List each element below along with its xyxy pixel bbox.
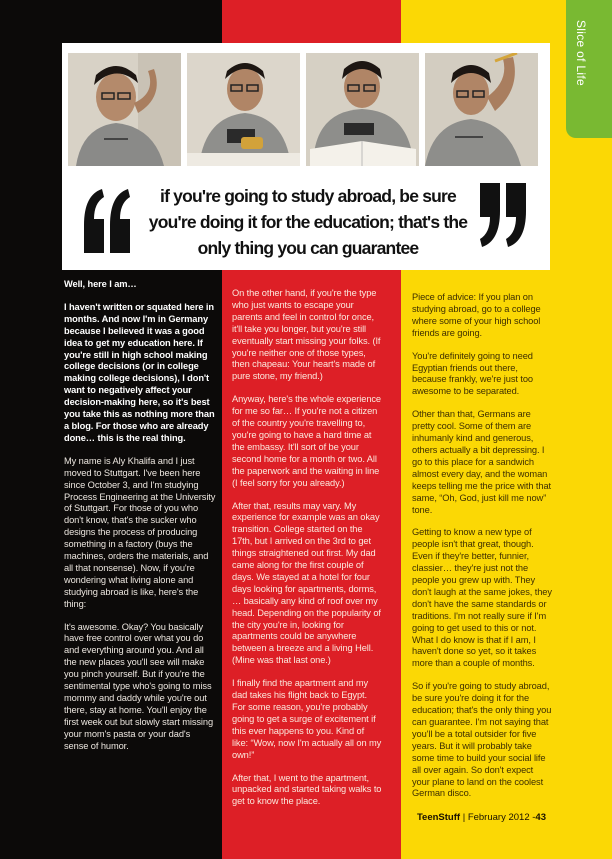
student-frustrated-photo [425,53,538,166]
paragraph: It's awesome. Okay? You basically have free control over what you do and everything around you. And all the new places you'll see will make you pinch yourself. But if you're the sentimental type who's going to miss mommy and daddy while you're out there, stay at home. You'll enjoy the first week out but slowly start missing your mom's pasta or your dad's sense of humor. [64,621,214,751]
student-portrait-photo [68,53,181,166]
student-studying-photo [187,53,300,166]
section-tab-label: Slice of Life [574,20,588,86]
issue-date: February 2012 [467,812,530,823]
paragraph: After that, results may vary. My experience for example was an okay transition. College started on the 17th, but I arrived on the 3rd to get things straightened out first. My dad came along for the first couple of days. We stayed at a hotel for four days looking for apartments, dorms, … basically any kind of roof over my head. Depending on the popularity of the city you're in, looking for apartments could be anywhere between a breeze and a living Hell. (Mine was that last one.) [232,500,381,666]
paragraph: You're definitely going to need Egyptian friends out there, because frankly, we're just too awesome to be separated. [412,350,533,397]
paragraph: Well, here I am… [64,279,137,289]
page-footer: TeenStuff | February 2012 -43 [416,812,546,823]
paragraph: Anyway, here's the whole experience for me so far… If you're not a citizen of the country you're travelling to, you're going to have a hard time at the embassy. It'll sort of be your second home for a month or two. All the paperwork and the waiting in line (I feel sorry for you already.) [232,394,382,488]
paragraph: On the other hand, if you're the type who just wants to escape your parents and feel in control for once, it'll take you longer, but you're still eventually start missing your folks. (If you're neither one of those types, then chapeau: Your heart's made of pure stone, my friend.) [232,288,381,382]
magazine-name: TeenStuff [416,812,461,823]
student-reading-photo [306,53,419,166]
paragraph: I haven't written or squated here in months. And now I'm in Germany because I believed it was a good idea to get my education here. If you're still in high school making college decisions (or in college making college decisions), I don't want to negatively affect your decision-making here, so it's best you take this as nothing more than a blog. For those who are already done… this is the real thing. [64,301,215,443]
left-column [64,279,216,764]
close-quote-icon [474,183,534,253]
paragraph: Other than that, Germans are pretty cool. Some of them are inhumanly kind and generous, others actually a bit depressing. I go to this place for a sandwich almost every day, and the woman keeps telling me the price with that same, “Oh, God, just kill me now” tone. [412,409,552,515]
paragraph: Getting to know a new type of people isn't that great, though. Even if they're better, funnier, classier… they're just not the people you grew up with. They don't laugh at the same jokes, they don't have the same standards or traditions. I'm not really sure if I'm going to get used to this or not. What I do know is that if I am, I haven't done so yet, so it takes more than a couple of months. [412,527,552,669]
section-tab [566,0,612,138]
pull-quote: if you're going to study abroad, be sure you're doing it for the education; that's the only thing you can guarantee [148,186,468,258]
right-column [412,292,552,811]
paragraph: My name is Aly Khalifa and I just moved to Stuttgart. I've been here since October 3, and I'm studying Process Engineering at the University of Stuttgart. For those of you who don't know, that's the sucker who designs the process of producing something in a factory (buys the machines, orders the materials, and all that nonsense). Now, if you're wondering what living alone and studying abroad is like, here's the thing: [64,455,216,609]
header-panel [62,43,550,270]
paragraph: Piece of advice: If you plan on studying abroad, go to a college where some of your high school friends are going. [412,292,541,338]
footer-separator: | [462,812,466,823]
open-quote-icon [76,183,136,253]
middle-column [232,288,382,819]
page-number: 43 [535,812,546,823]
paragraph: I finally find the apartment and my dad takes his flight back to Egypt. For some reason, you're probably going to get a surge of excitement if this ever happens to you. Kind of like: “Wow, now I'm actually all on my own!” [232,678,382,760]
paragraph: After that, I went to the apartment, unpacked and started taking walks to get to know the place. [232,772,382,807]
paragraph: So if you're going to study abroad, be sure you're doing it for the education; that's the only thing you can guarantee. I'm not saying that you'll be a total outsider for five years. But it will probably take some time to build your social life all over again. So don't expect your plane to land on the coolest German disco. [412,681,552,799]
